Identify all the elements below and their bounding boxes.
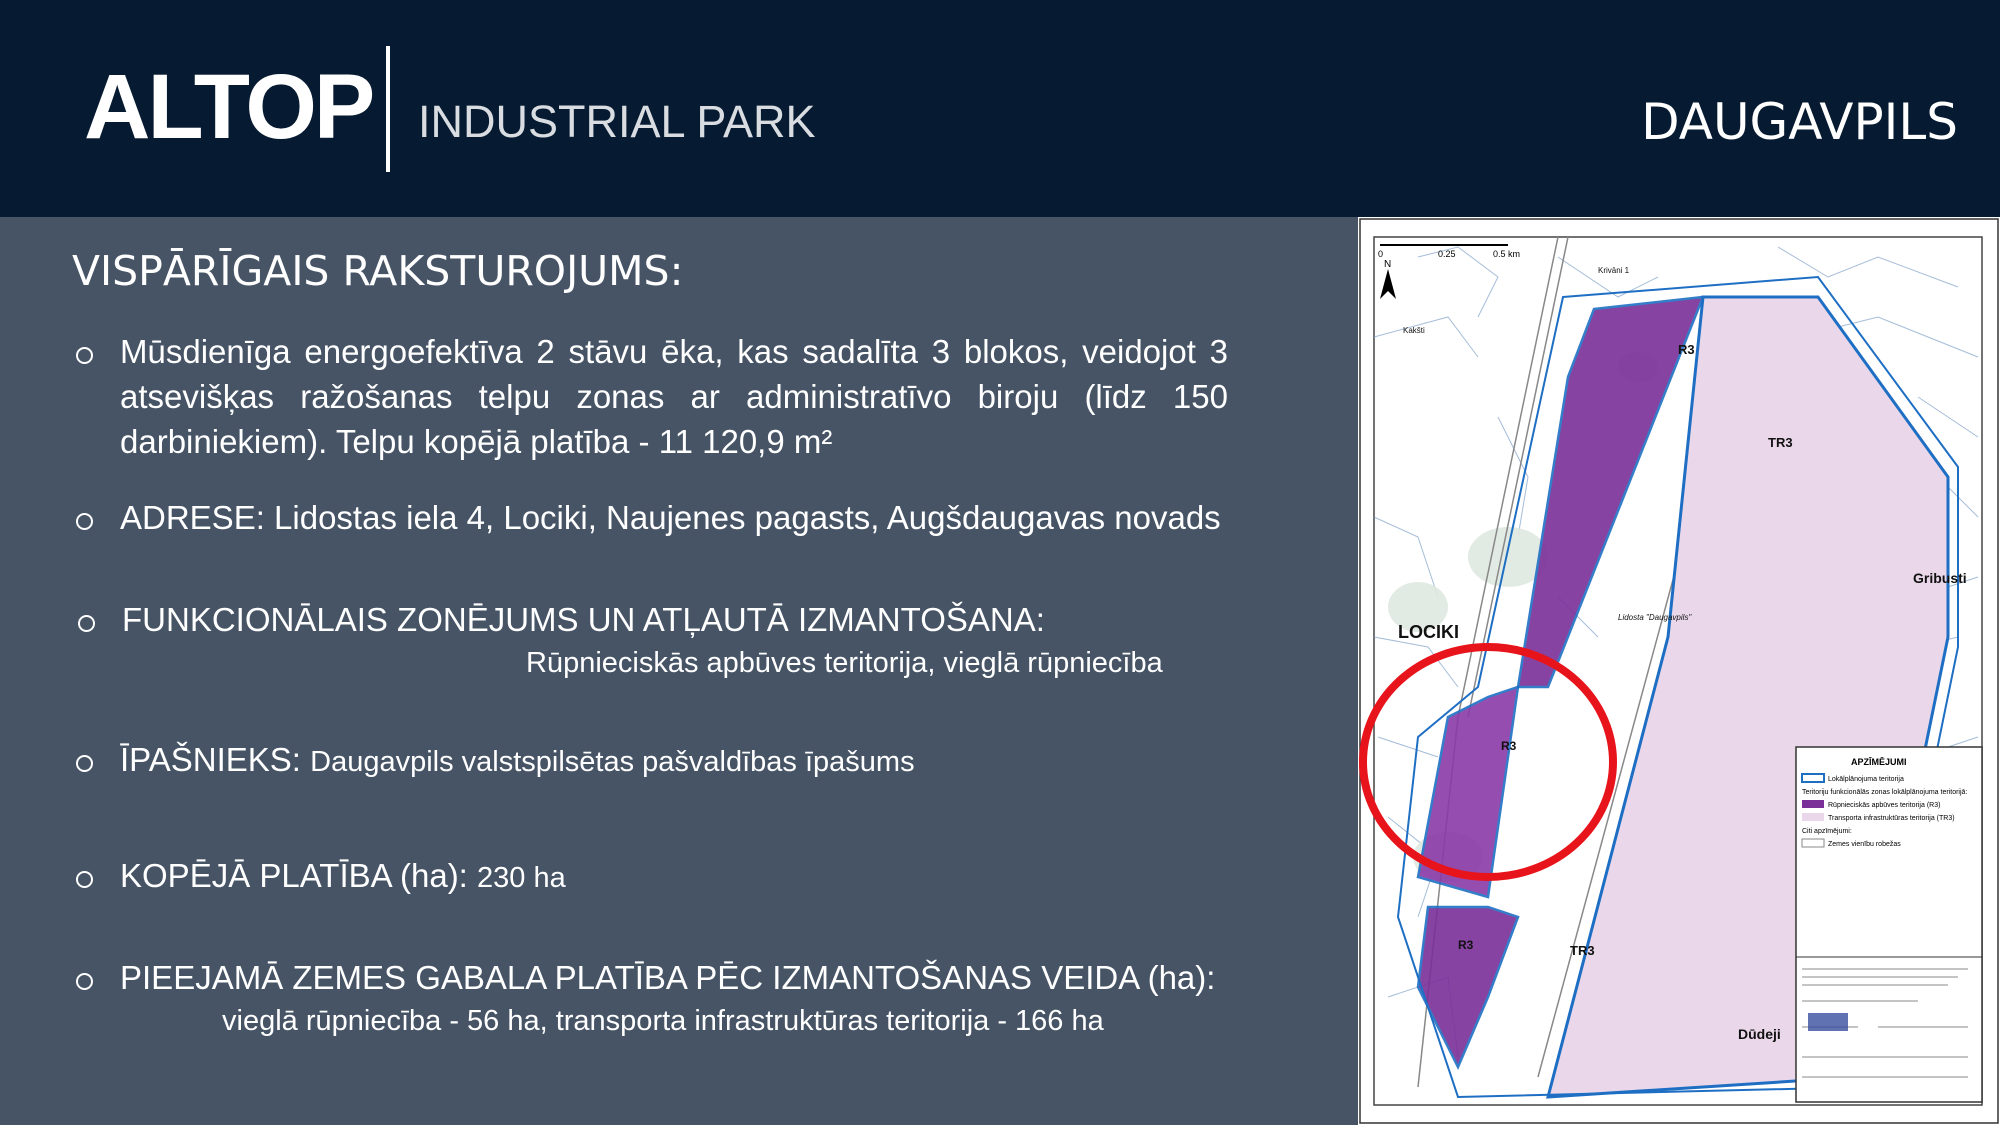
logo-wordmark: ALTOP [84,56,373,158]
bullet-icon [76,347,93,364]
scale-end: 0.5 km [1493,249,1521,259]
zoning-map [1358,217,2000,1125]
legend-title: APZĪMĒJUMI [1851,757,1907,767]
owner-value: Daugavpils valstspilsētas pašvaldības īpašums [310,746,915,778]
area-value: 230 ha [477,862,566,894]
bullet-icon [76,755,93,772]
available-label: PIEEJAMĀ ZEMES GABALA PLATĪBA PĒC IZMANTOŠANAS VEIDA (ha): [120,959,1216,996]
legend-subtitle: Teritoriju funkcionālās zonas lokālplānojuma teritorijā: [1802,789,1968,796]
label-tr3-bottom: TR3 [1570,943,1595,958]
logo-subtitle: INDUSTRIAL PARK [418,96,816,147]
label-krivani: Krivāni 1 [1598,266,1630,275]
city-title: DAUGAVPILS [1641,93,1958,151]
label-r3-bottom: R3 [1458,938,1474,952]
available-value: vieglā rūpniecība - 56 ha, transporta infrastruktūras teritorija - 166 ha [222,1005,1104,1037]
label-r3-middle: R3 [1501,739,1517,753]
label-airport: Lidosta "Daugavpils" [1618,613,1692,622]
description-text: Mūsdienīga energoefektīva 2 stāvu ēka, kas sadalīta 3 blokos, veidojot 3 atsevišķas ražošanas telpu zonas ar administratīvo biroju (līdz 150 darbiniekiem). Telpu kopējā platība - 11 120,9 m² [120,333,1228,460]
zoning-label: FUNKCIONĀLAIS ZONĒJUMS UN ATĻAUTĀ IZMANTOŠANA: [122,601,1045,638]
address-text: ADRESE: Lidostas iela 4, Lociki, Naujenes pagasts, Augšdaugavas novads [120,499,1221,536]
area-label: KOPĒJĀ PLATĪBA (ha): [120,857,468,894]
label-gribusti: Gribusti [1913,570,1967,586]
svg-text:N: N [1384,259,1392,270]
bullet-icon [76,871,93,888]
section-title: VISPĀRĪGAIS RAKSTUROJUMS: [72,247,684,295]
label-r3-top: R3 [1678,342,1695,357]
logo-divider [386,46,390,172]
legend-item-boundary: Lokālplānojuma teritorija [1828,776,1904,783]
owner-label: ĪPAŠNIEKS: [120,741,301,778]
legend-subtitle-other: Citi apzīmējumi: [1802,828,1852,835]
zoning-value: Rūpnieciskās apbūves teritorija, vieglā rūpniecība [526,647,1163,679]
label-tr3-top: TR3 [1768,435,1793,450]
label-lociki: LOCIKI [1398,622,1459,642]
map-legend [1796,747,1982,1102]
legend-item-r3: Rūpnieciskās apbūves teritorija (R3) [1828,802,1941,809]
bullet-icon [78,615,95,632]
scale-zero: 0 [1378,249,1384,259]
label-dudeji: Dūdeji [1738,1026,1781,1042]
bullet-icon [76,513,93,530]
legend-item-parcels: Zemes vienību robežas [1828,841,1901,848]
header-bar [0,0,2000,217]
scale-mid: 0.25 [1438,249,1456,259]
label-kaksti: Kakšti [1403,326,1425,335]
bullet-icon [76,973,93,990]
legend-item-tr3: Transporta infrastruktūras teritorija (TR3) [1828,815,1955,822]
content-panel [0,217,1358,1125]
